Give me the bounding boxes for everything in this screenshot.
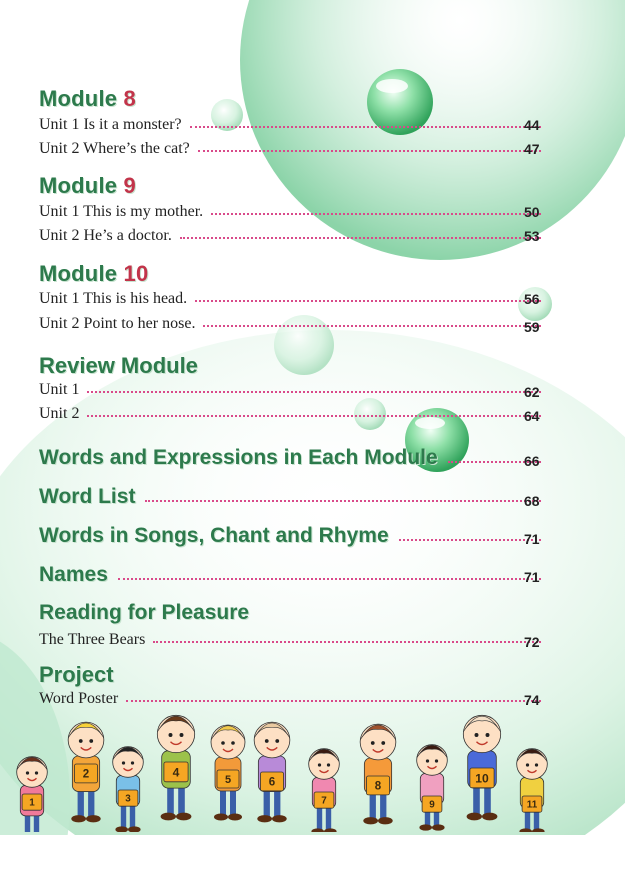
page-number: 66: [524, 453, 540, 469]
page-number: 72: [524, 634, 540, 650]
shoe: [482, 813, 497, 821]
eye: [426, 759, 429, 762]
leader-dots: [153, 641, 541, 643]
card-number: 2: [82, 768, 90, 781]
child-figure: [360, 724, 396, 824]
eye: [26, 771, 29, 774]
leader-dots: [118, 578, 541, 580]
child-figure: [463, 715, 500, 820]
story-title: The Three Bears: [39, 631, 146, 648]
shoe: [228, 814, 242, 821]
toc-entry[interactable]: [39, 689, 541, 709]
shoe: [419, 824, 432, 830]
leader-dots: [87, 391, 541, 393]
leg: [230, 789, 236, 815]
card-number: 1: [29, 797, 35, 809]
module-word: Module: [39, 173, 118, 198]
eye: [122, 761, 125, 764]
child-figure: [157, 715, 194, 820]
page-number: 50: [524, 204, 540, 220]
page-number: 71: [524, 531, 540, 547]
leg: [34, 814, 39, 832]
eye: [486, 733, 490, 737]
toc-entry[interactable]: [39, 202, 541, 222]
shoe: [71, 815, 86, 822]
toc-entry[interactable]: [39, 115, 541, 135]
project-heading[interactable]: Project: [39, 662, 114, 687]
module-10-heading[interactable]: [39, 261, 148, 287]
module-number: 10: [123, 261, 149, 286]
toc-entry-songs[interactable]: [39, 523, 541, 549]
leader-dots: [195, 300, 541, 302]
eye: [89, 739, 93, 743]
shoe: [176, 813, 191, 821]
unit-title: Unit 1 This is his head.: [39, 290, 188, 307]
page-number: 53: [524, 228, 540, 244]
shoe: [257, 815, 272, 822]
leader-dots: [203, 325, 541, 327]
leader-dots: [180, 237, 541, 239]
eye: [475, 733, 479, 737]
eye: [231, 741, 235, 745]
eye: [221, 741, 225, 745]
eye: [435, 759, 438, 762]
toc-entry[interactable]: [39, 226, 541, 246]
child-figure: [254, 722, 290, 822]
page-number: 59: [524, 319, 540, 335]
leader-dots: [198, 150, 541, 152]
leg: [484, 786, 491, 815]
eye: [180, 733, 184, 737]
eye: [526, 763, 529, 766]
card-number: 3: [125, 793, 131, 805]
leg: [380, 791, 386, 818]
leg: [25, 814, 30, 832]
leg: [88, 789, 94, 816]
eye: [535, 763, 538, 766]
toc-entry[interactable]: [39, 630, 541, 650]
toc-entry[interactable]: [39, 289, 541, 309]
child-figure: [417, 745, 448, 831]
eye: [265, 739, 269, 743]
leader-dots: [126, 700, 541, 702]
page-number: 74: [524, 692, 540, 708]
leg: [130, 804, 135, 827]
page-number: 71: [524, 569, 540, 585]
leader-dots: [145, 500, 541, 502]
card-number: 7: [321, 795, 327, 807]
section-title: Names: [39, 563, 108, 586]
module-9-heading[interactable]: [39, 173, 136, 199]
page-number: 64: [524, 408, 540, 424]
child-figure: [517, 749, 548, 832]
unit-title: Unit 2 He’s a doctor.: [39, 227, 172, 244]
eye: [169, 733, 173, 737]
page-number: 68: [524, 493, 540, 509]
shoe: [272, 815, 287, 822]
unit-title: Unit 1 Is it a monster?: [39, 116, 182, 133]
section-title: Word List: [39, 485, 136, 508]
unit-title: Unit 1: [39, 381, 80, 398]
module-number: 8: [123, 86, 136, 111]
eye: [131, 761, 134, 764]
card-number: 8: [374, 780, 382, 793]
toc-entry[interactable]: [39, 404, 541, 424]
module-number: 9: [123, 173, 136, 198]
unit-title: Unit 2 Point to her nose.: [39, 315, 196, 332]
shoe: [467, 813, 482, 821]
leg: [473, 786, 480, 815]
eye: [327, 763, 330, 766]
eye: [318, 763, 321, 766]
eye: [79, 739, 83, 743]
leg: [264, 789, 270, 816]
leg: [178, 786, 185, 815]
card-number: 10: [475, 771, 489, 786]
section-title: Words and Expressions in Each Module: [39, 446, 438, 469]
unit-title: Unit 2 Where’s the cat?: [39, 140, 190, 157]
toc-entry[interactable]: [39, 314, 541, 334]
shoe: [214, 814, 228, 821]
section-title: Words in Songs, Chant and Rhyme: [39, 524, 389, 547]
shoe: [161, 813, 176, 821]
toc-entry-names[interactable]: [39, 562, 541, 588]
children-illustration: [0, 712, 625, 832]
page-number: 44: [524, 117, 540, 133]
shoe: [86, 815, 101, 822]
shoe: [378, 817, 393, 824]
leader-dots: [190, 126, 541, 128]
child-figure: [113, 747, 144, 832]
card-number: 4: [172, 765, 180, 780]
card-number: 11: [526, 799, 538, 811]
page-number: 56: [524, 291, 540, 307]
leader-dots: [211, 213, 541, 215]
unit-title: Unit 1 This is my mother.: [39, 203, 204, 220]
unit-title: Unit 2: [39, 405, 80, 422]
leader-dots: [87, 415, 541, 417]
child-figure: [68, 722, 104, 822]
eye: [35, 771, 38, 774]
leg: [326, 806, 331, 829]
leg: [274, 789, 280, 816]
eye: [381, 741, 385, 745]
module-8-heading[interactable]: [39, 86, 136, 112]
module-word: Module: [39, 86, 118, 111]
page-number: 62: [524, 384, 540, 400]
toc-entry[interactable]: [39, 380, 541, 400]
page-number: 47: [524, 141, 540, 157]
module-word: Module: [39, 261, 118, 286]
child-figure: [309, 749, 340, 832]
card-number: 9: [429, 799, 435, 811]
child-figure: [211, 725, 245, 821]
leg: [317, 806, 322, 829]
eye: [371, 741, 375, 745]
card-number: 6: [268, 776, 276, 789]
shoe: [363, 817, 378, 824]
leg: [121, 804, 126, 827]
card-number: 5: [224, 773, 232, 786]
leg: [167, 786, 174, 815]
review-module-heading[interactable]: Review Module: [39, 353, 198, 378]
leg: [78, 789, 84, 816]
leg: [220, 789, 226, 815]
child-figure: [17, 757, 48, 832]
toc-entry-words-expressions[interactable]: [39, 445, 541, 471]
leader-dots: [399, 539, 541, 541]
reading-for-pleasure-heading[interactable]: Reading for Pleasure: [39, 601, 250, 624]
toc-entry-word-list[interactable]: [39, 484, 541, 510]
project-title: Word Poster: [39, 690, 119, 707]
toc-entry[interactable]: [39, 139, 541, 159]
eye: [275, 739, 279, 743]
leg: [370, 791, 376, 818]
shoe: [432, 824, 445, 830]
